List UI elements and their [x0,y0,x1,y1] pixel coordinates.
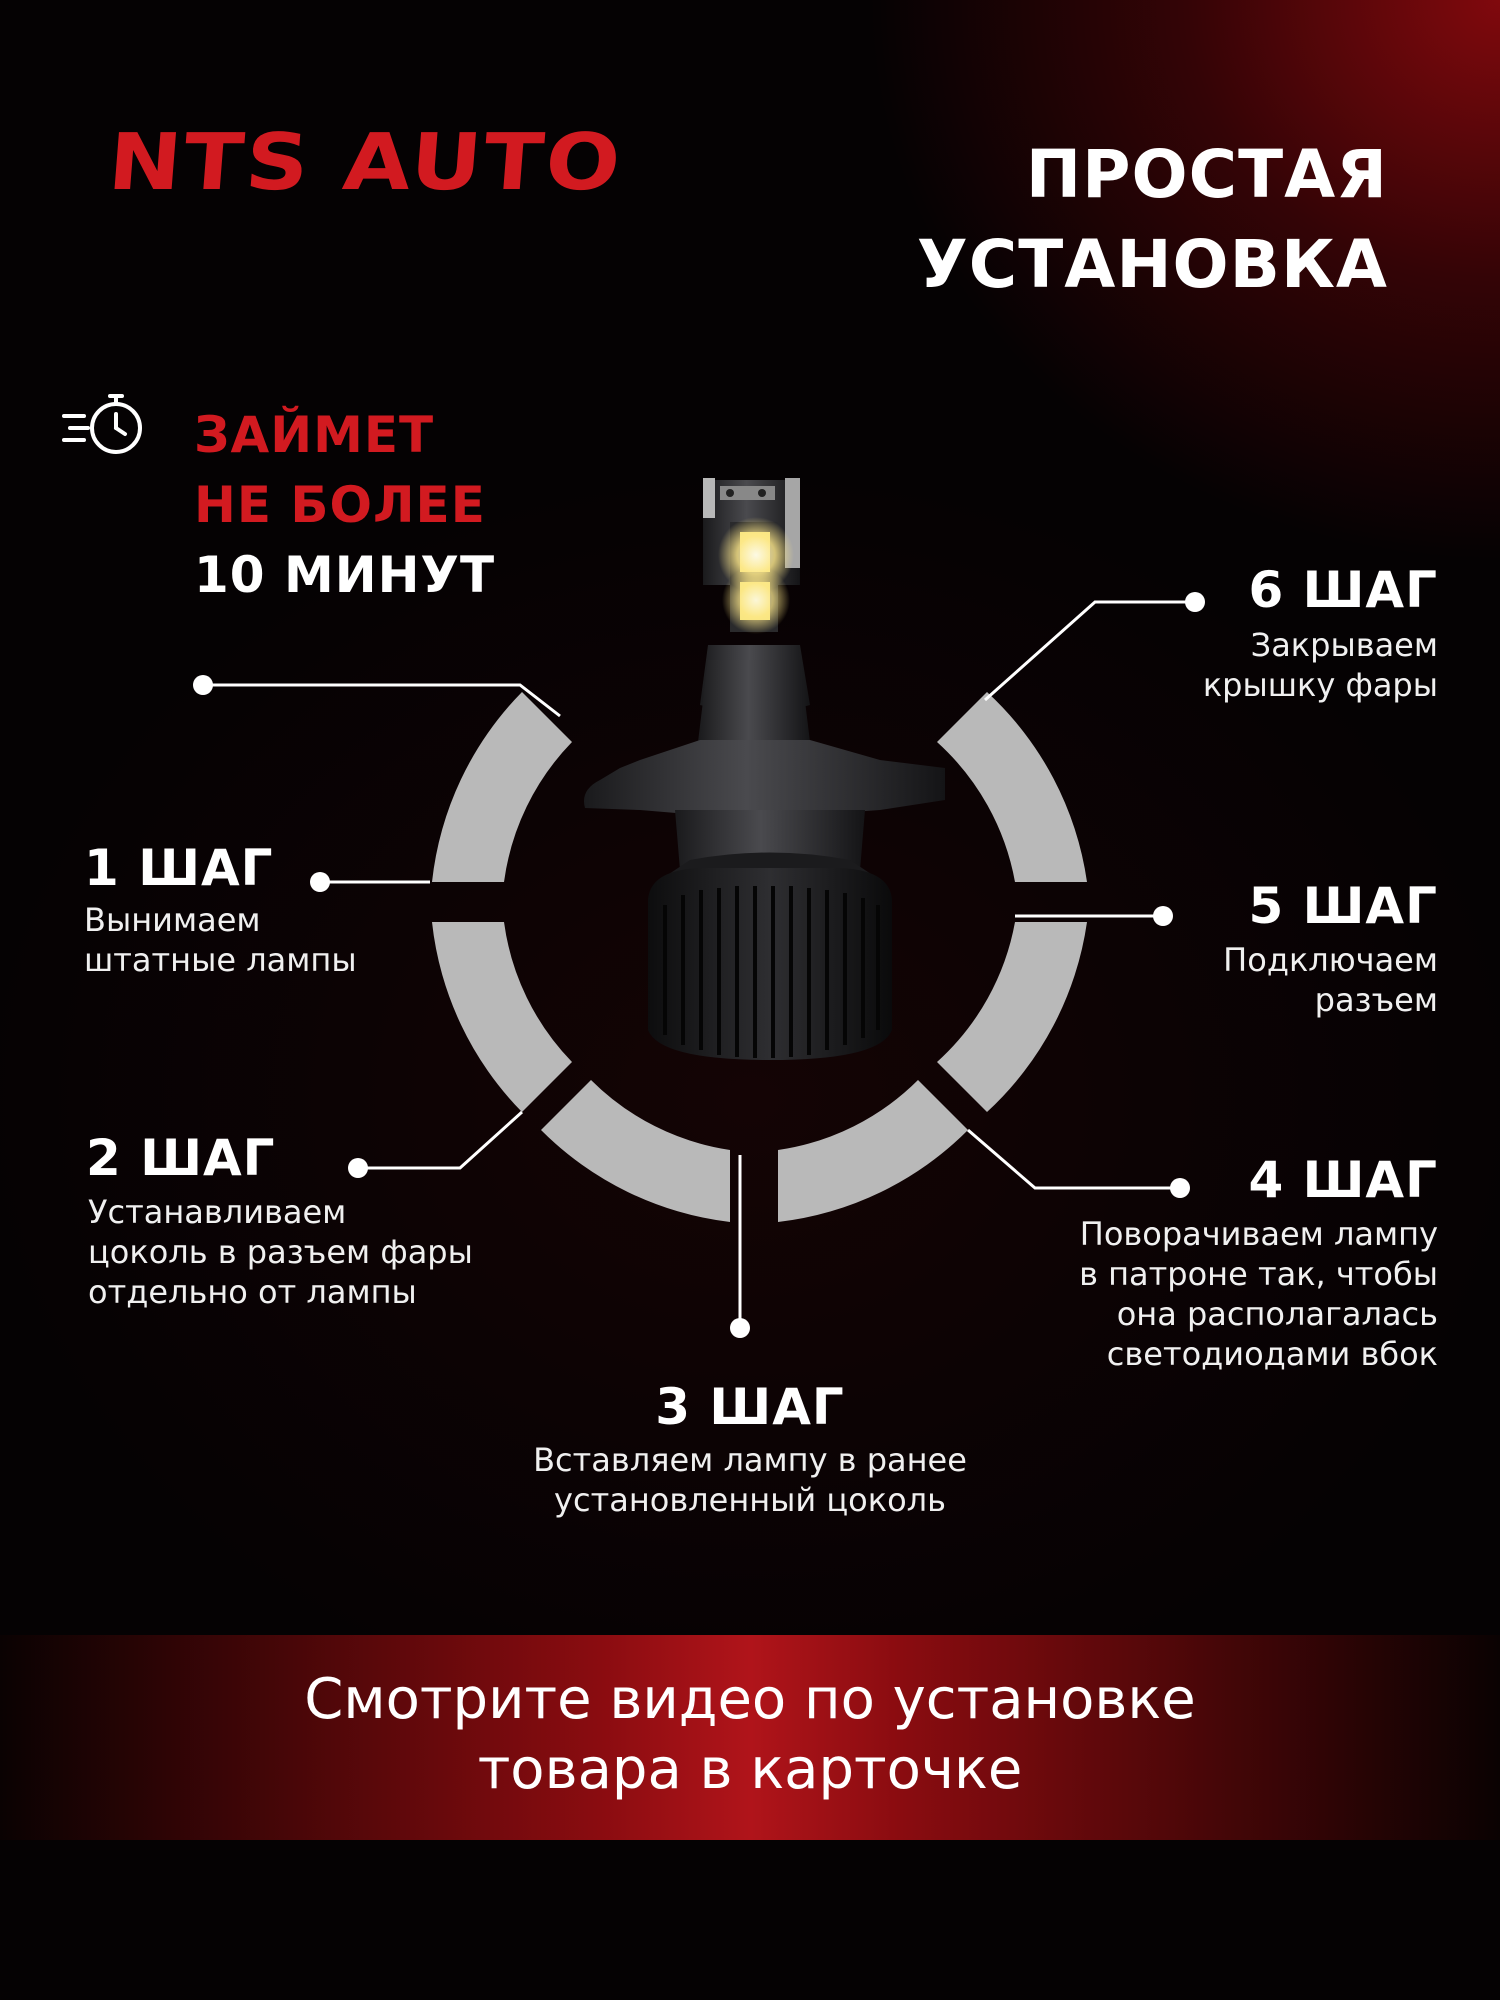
step-6-title: 6 ШАГ [1248,561,1438,619]
step-5-line-2: разъем [1314,981,1438,1019]
title-line-1: ПРОСТАЯ [1025,136,1388,213]
connector-dot-step-3 [730,1318,750,1338]
connector-dot-step-5 [1153,906,1173,926]
connector-dot-step-2 [348,1158,368,1178]
time-line-2: НЕ БОЛЕЕ [194,476,486,534]
connector-dot-step-6 [1185,592,1205,612]
step-3-text [0,1440,1500,1520]
ring-segment-right [937,922,1087,1112]
step-4-text [1079,1214,1438,1374]
connector-step-6 [985,602,1195,700]
connector-dot-step-1 [310,872,330,892]
step-5-title: 5 ШАГ [1248,877,1438,935]
banner-line-2: товара в карточке [477,1737,1023,1802]
ring-segment-bottom-right [778,1080,968,1222]
step-3-title: 3 ШАГ [655,1378,845,1436]
step-6-line-1: Закрываем [1250,626,1438,664]
led-bulb-illustration [584,478,945,1060]
ring-segment-top-right [937,692,1087,882]
step-1-text [84,900,357,980]
step-5-text [1223,940,1438,1020]
brand-logo: NTS AUTO [104,118,626,208]
step-3-line-2: установленный цоколь [554,1481,946,1519]
step-6-text [1203,625,1438,705]
step-1-title: 1 ШАГ [84,839,274,897]
step-1-line-1: Вынимаем [84,901,261,939]
connector-step-4 [968,1130,1180,1188]
connector-dot-step-4 [1170,1178,1190,1198]
time-line-1: ЗАЙМЕТ [194,406,435,464]
ring-segment-bottom-left [541,1080,730,1222]
step-4-line-1: Поворачиваем лампу [1079,1215,1438,1253]
step-1-line-2: штатные лампы [84,941,357,979]
step-2-line-1: Устанавливаем [88,1193,347,1231]
title-line-2: УСТАНОВКА [916,226,1388,303]
step-2-text [88,1192,473,1312]
step-6-line-2: крышку фары [1202,666,1438,704]
video-banner-text [0,1665,1500,1805]
step-4-line-2: в патроне так, чтобы [1079,1255,1438,1293]
ring-segment-top-left [432,692,572,882]
ring-segment-left [432,922,572,1112]
step-4-line-4: светодиодами вбок [1106,1335,1438,1373]
step-5-line-1: Подключаем [1223,941,1438,979]
time-line-3: 10 МИНУТ [194,546,496,604]
step-4-line-3: она располагалась [1116,1295,1438,1333]
step-2-title: 2 ШАГ [86,1129,276,1187]
step-2-line-2: цоколь в разъем фары [88,1233,473,1271]
connector-step-2 [358,1112,522,1168]
step-3-line-1: Вставляем лампу в ранее [533,1441,967,1479]
step-4-title: 4 ШАГ [1248,1151,1438,1209]
banner-line-1: Смотрите видео по установке [304,1667,1196,1732]
step-2-line-3: отдельно от лампы [88,1273,417,1311]
connector-dot-top-left [193,675,213,695]
